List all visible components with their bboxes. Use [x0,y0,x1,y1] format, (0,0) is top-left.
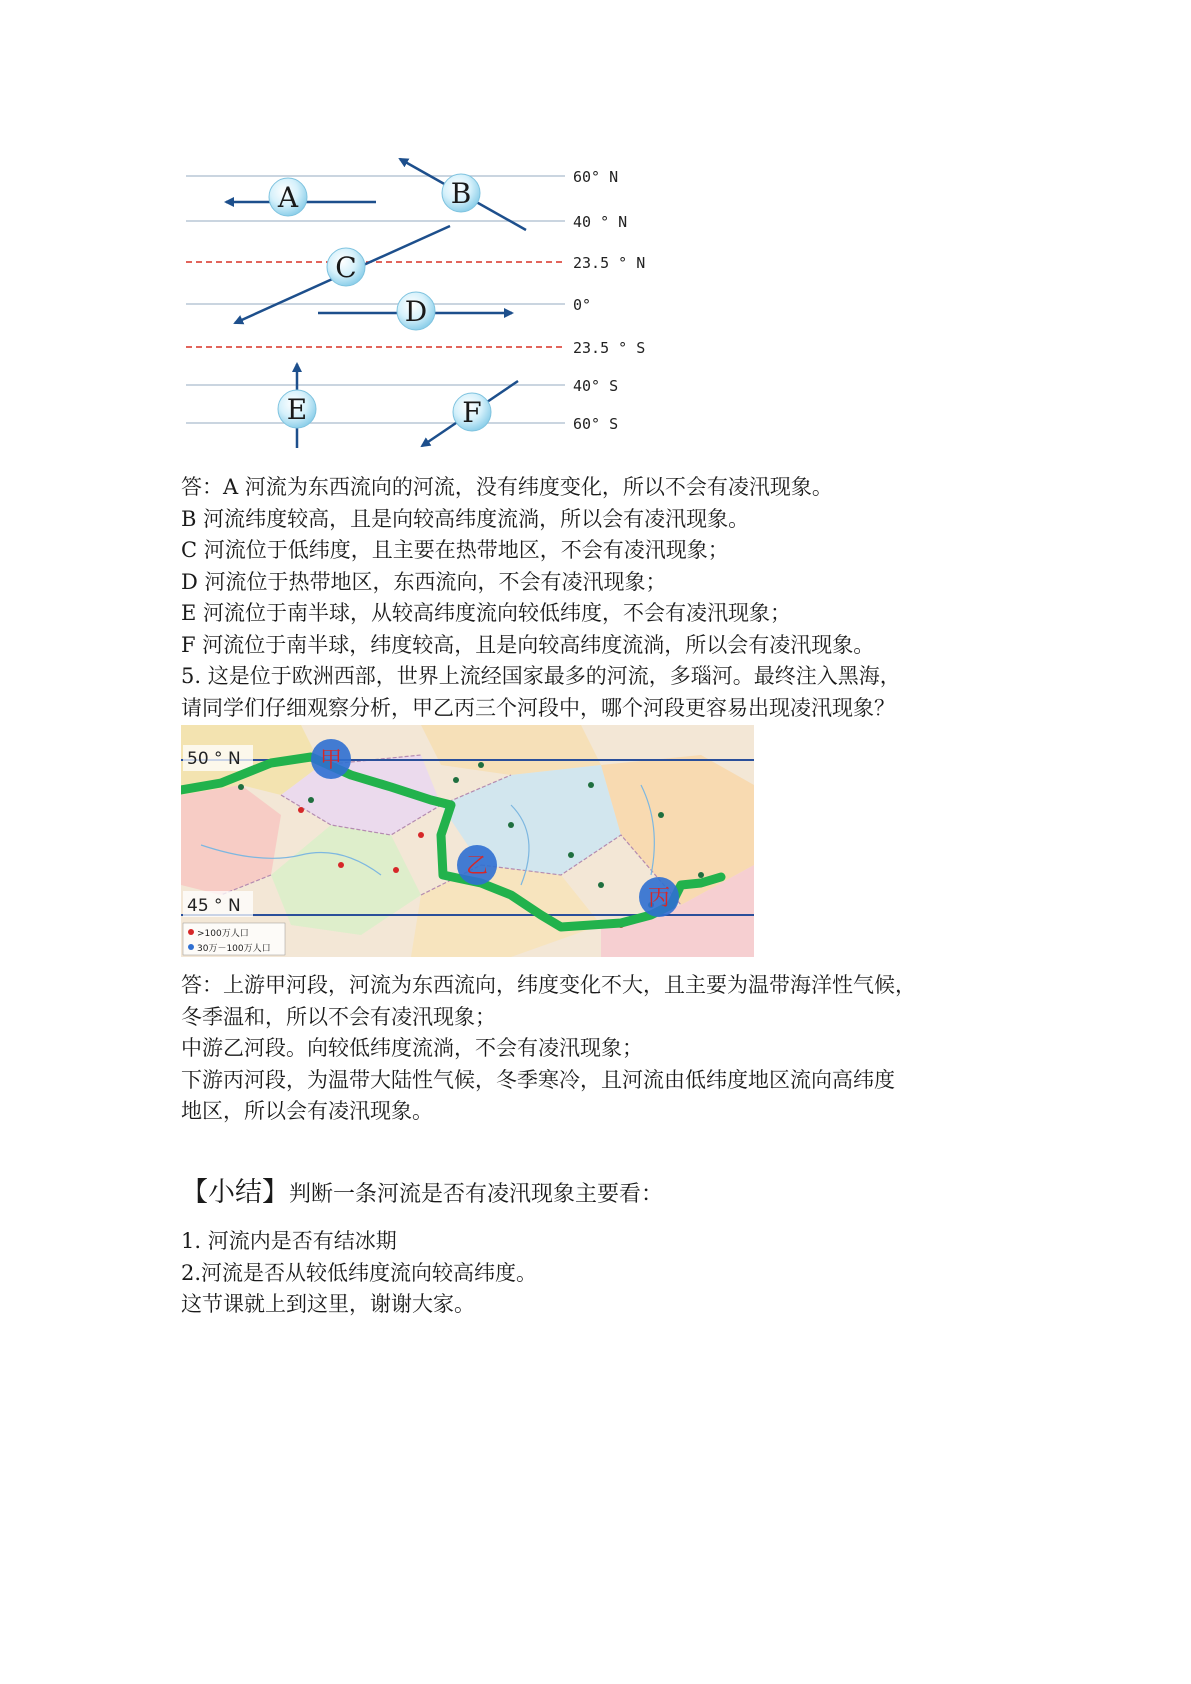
segment-yi-marker [457,845,497,885]
latitude-label-40n: 40 ° N [573,213,628,231]
answer-line: B 河流纬度较高，且是向较高纬度流淌，所以会有凌汛现象。 [181,506,750,531]
answer-line: F 河流位于南半球，纬度较高，且是向较高纬度流淌，所以会有凌汛现象。 [181,632,875,657]
answer-block-1 [181,472,1061,724]
latitude-label-60s: 60° S [573,415,619,433]
river-b-label: B [450,177,472,210]
segment-yi-label: 乙 [465,854,489,879]
river-d-marker [397,292,435,330]
latitude-label-equator: 0° [573,296,592,314]
summary-section [181,1176,1061,1212]
answer-line: 答：上游甲河段，河流为东西流向，纬度变化不大，且主要为温带海洋性气候， [181,973,916,997]
danube-map-graphic [181,725,754,957]
latitude-label-23n: 23.5 ° N [573,254,646,272]
answer-line: E 河流位于南半球，从较高纬度流向较低纬度，不会有凌汛现象； [181,601,792,625]
river-a-label: A [277,181,299,214]
map-legend-large-city: >100万人口 [197,929,249,939]
danube-map [181,725,754,957]
summary-item: 2.河流是否从较低纬度流向较高纬度。 [181,1260,538,1285]
latitude-label-60n: 60° N [573,168,619,186]
river-e-marker [278,390,316,428]
latitude-label-40s: 40° S [573,377,619,395]
answer-line: 下游丙河段，为温带大陆性气候，冬季寒冷，且河流由低纬度地区流向高纬度 [181,1067,895,1092]
latitude-label-23s: 23.5 ° S [573,339,646,357]
segment-jia-label: 甲 [319,748,343,773]
map-latitude-label-50n: 50 ° N [187,749,241,769]
answer-line: 中游乙河段。向较低纬度流淌，不会有凌汛现象； [181,1036,643,1060]
river-latitude-diagram [0,0,1191,470]
answer-line: D 河流位于热带地区，东西流向，不会有凌汛现象； [181,569,667,594]
map-latitude-label-45n: 45 ° N [187,896,241,916]
river-d-label: D [404,295,428,328]
answer-line: 答：A 河流为东西流向的河流，没有纬度变化，所以不会有凌汛现象。 [181,475,833,499]
segment-bing-marker [639,877,679,917]
river-c-marker [327,248,365,286]
answer-line: C 河流位于低纬度，且主要在热带地区，不会有凌汛现象； [181,538,729,562]
map-legend-medium-city: 30万－100万人口 [197,944,271,954]
river-b-marker [442,174,480,212]
river-f-label: F [462,396,482,429]
segment-bing-label: 丙 [647,886,671,911]
summary-bracket-label: 【小结】 [181,1177,289,1208]
closing-line: 这节课就上到这里，谢谢大家。 [181,1292,475,1316]
question-line: 5. 这是位于欧洲西部，世界上流经国家最多的河流，多瑙河。最终注入黑海， [181,664,901,688]
summary-item: 1. 河流内是否有结冰期 [181,1229,397,1253]
river-a-marker [269,178,307,216]
river-c-label: C [335,251,357,284]
answer-line: 冬季温和，所以不会有凌汛现象； [181,1004,496,1029]
answer-block-2 [181,970,1061,1128]
river-e-label: E [286,393,308,426]
answer-line: 地区，所以会有凌汛现象。 [181,1099,433,1123]
river-f-marker [453,393,491,431]
question-line: 请同学们仔细观察分析，甲乙丙三个河段中，哪个河段更容易出现凌汛现象？ [181,695,895,720]
summary-list [181,1226,1061,1321]
segment-jia-marker [311,739,351,779]
summary-heading [181,1176,1061,1212]
summary-heading-text: 判断一条河流是否有凌汛现象主要看： [289,1182,664,1207]
